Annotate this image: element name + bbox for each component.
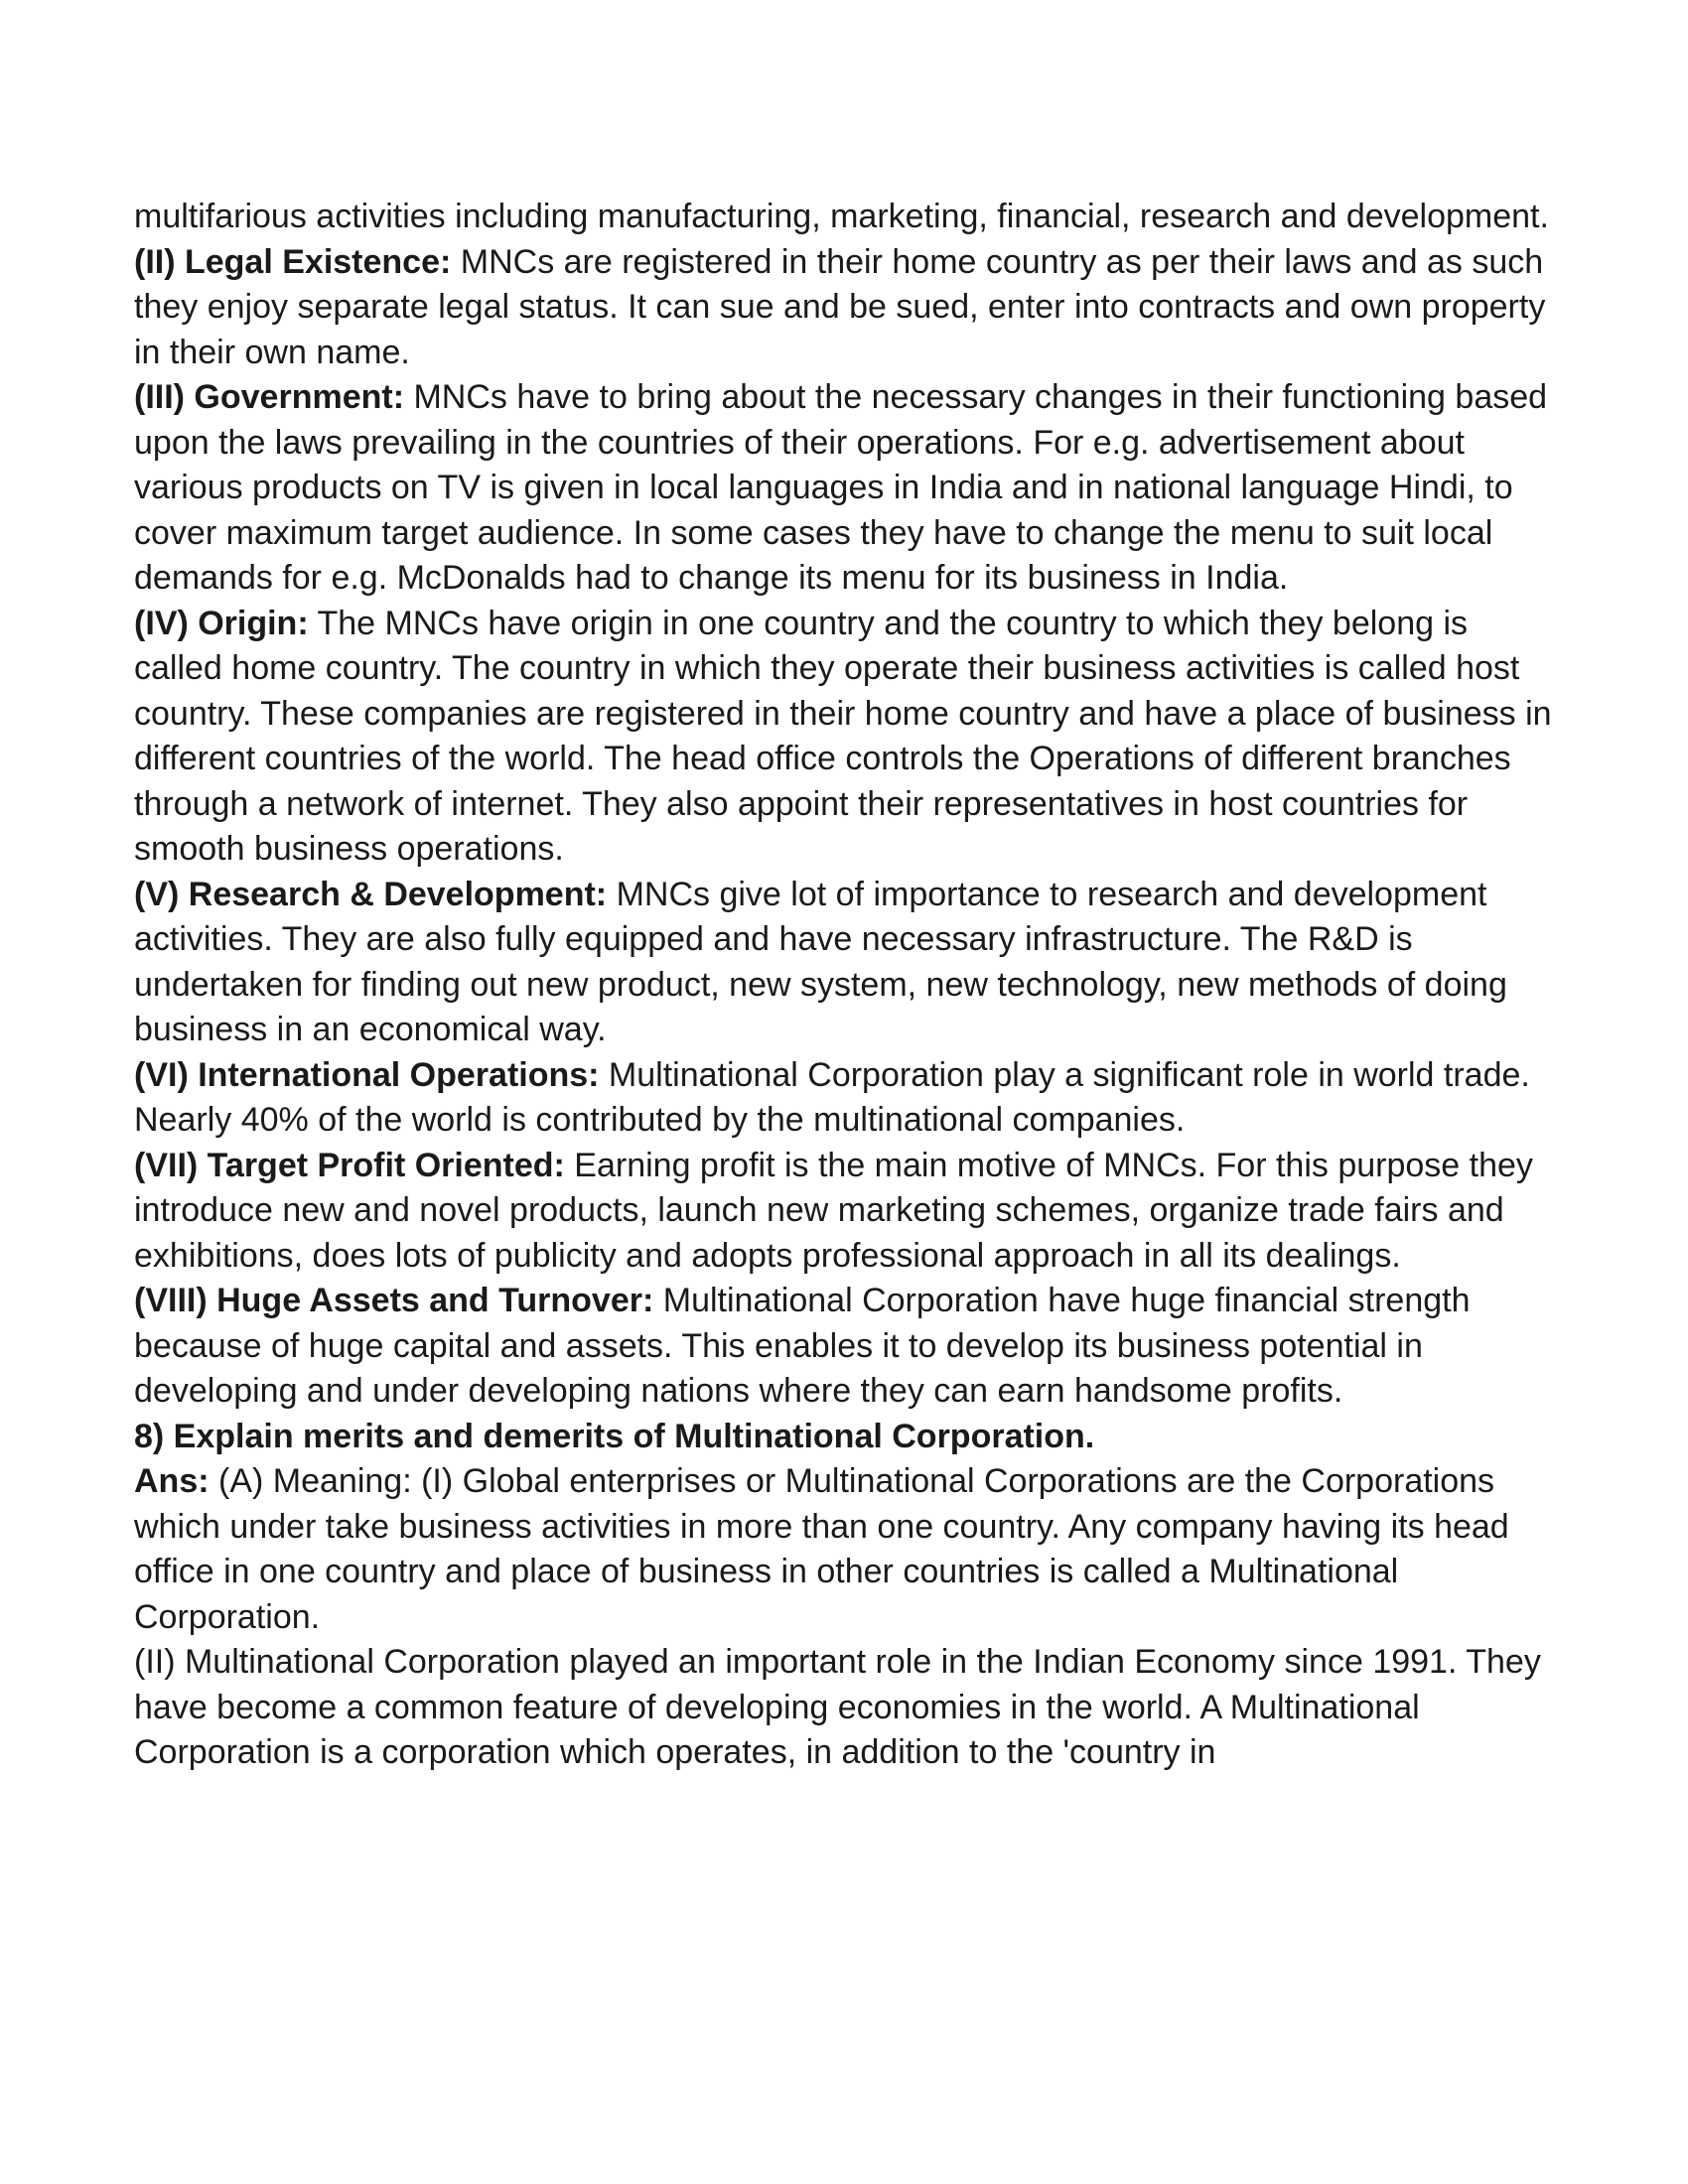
answer-text: (A) Meaning: (I) Global enterprises or Multinational Corporations are the Corporations which under take business activities in more than one country. Any company having its head office in one country and place of business in other countries is called a Multinational Corporation. xyxy=(134,1462,1509,1636)
paragraph-text: MNCs are registered in their home country as per their laws and as such they enjoy separate legal status. It can sue and be sued, enter into contracts and own property in their own name. xyxy=(134,242,1546,371)
paragraph-text: MNCs have to bring about the necessary changes in their functioning based upon the laws prevailing in the countries of their operations. For e.g. advertisement about various products on TV is given in local languages in India and in national language Hindi, to cover maximum target audience. In some cases they have to change the menu to suit local demands for e.g. McDonalds had to change its menu for its business in India. xyxy=(134,378,1548,597)
paragraph-text: Earning profit is the main motive of MNCs. For this purpose they introduce new and novel products, launch new marketing schemes, organize trade fairs and exhibitions, does lots of publicity and adopts professional approach in all its dealings. xyxy=(134,1146,1533,1275)
answer-label: Ans: xyxy=(134,1462,210,1500)
paragraph-last: (II) Multinational Corporation played an important role in the Indian Economy since 1991. They have become a common feature of developing economies in the world. A Multinational Corporation is a corporation which operates, in addition to the 'country in xyxy=(134,1643,1541,1771)
paragraph-heading: (II) Legal Existence: xyxy=(134,242,452,281)
paragraph-heading: (VIII) Huge Assets and Turnover: xyxy=(134,1282,654,1319)
paragraph-heading: (IV) Origin: xyxy=(134,604,309,642)
paragraph-text: MNCs give lot of importance to research and development activities. They are also fully equipped and have necessary infrastructure. The R&D is undertaken for finding out new product, new system, new technology, new methods of doing business in an economical way. xyxy=(134,875,1507,1048)
paragraph-intro xyxy=(134,195,1564,240)
paragraph-target-profit xyxy=(134,1144,1564,1280)
paragraph-heading: (VII) Target Profit Oriented: xyxy=(134,1146,565,1184)
paragraph-research-development xyxy=(134,873,1564,1053)
paragraph-huge-assets xyxy=(134,1279,1564,1415)
paragraph-origin xyxy=(134,602,1564,873)
document-page xyxy=(134,195,1564,1776)
question-heading: 8) Explain merits and demerits of Multinational Corporation. xyxy=(134,1417,1095,1455)
paragraph-heading: (VI) International Operations: xyxy=(134,1055,600,1094)
paragraph-heading: (V) Research & Development: xyxy=(134,875,608,913)
paragraph-text: Multinational Corporation play a significant role in world trade. Nearly 40% of the world is contributed by the multinational companies. xyxy=(134,1055,1530,1139)
paragraph-text: multifarious activities including manufacturing, marketing, financial, research and development. xyxy=(134,198,1549,235)
paragraph-heading: (III) Government: xyxy=(134,378,405,416)
paragraph-legal-existence xyxy=(134,240,1564,376)
answer-paragraph xyxy=(134,1459,1564,1640)
paragraph-international-operations xyxy=(134,1053,1564,1144)
paragraph-government xyxy=(134,375,1564,602)
paragraph-text: The MNCs have origin in one country and the country to which they belong is called home country. The country in which they operate their business activities is called host country. These companies are registered in their home country and have a place of business in different countries of the world. The head office controls the Operations of different branches through a network of internet. They also appoint their representatives in host countries for smooth business operations. xyxy=(134,604,1552,868)
paragraph-text: Multinational Corporation have huge financial strength because of huge capital and assets. This enables it to develop its business potential in developing and under developing nations where they can earn handsome profits. xyxy=(134,1282,1471,1410)
